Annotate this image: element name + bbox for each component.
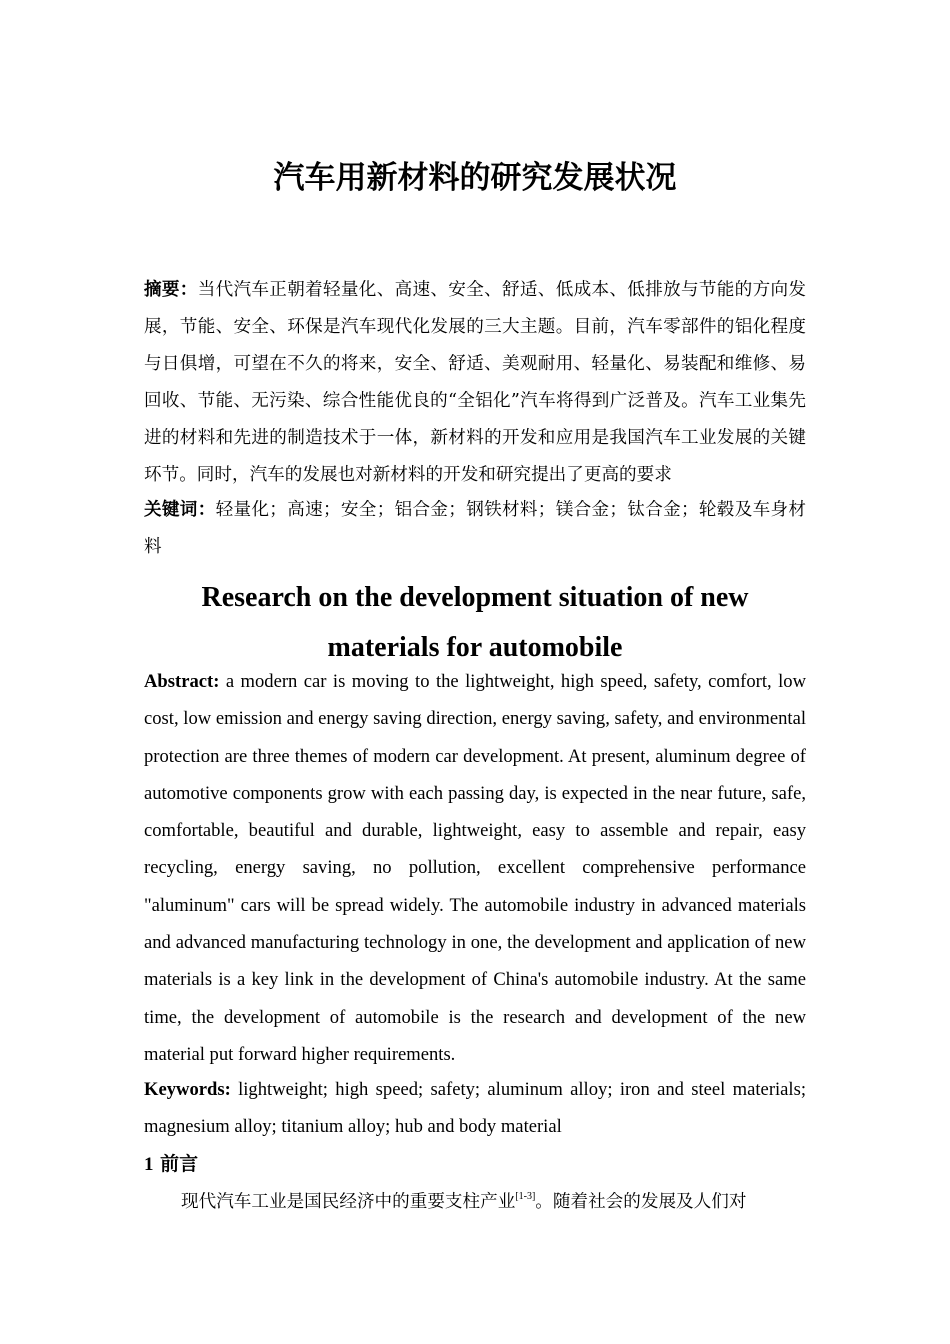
english-keywords	[144, 1071, 806, 1146]
chinese-abstract-label: 摘要：	[144, 280, 198, 300]
section-title: 前言	[160, 1153, 199, 1175]
chinese-abstract	[144, 272, 806, 494]
english-title-line2: materials for automobile	[327, 632, 623, 663]
section-number: 1	[144, 1154, 154, 1175]
english-title-line1: Research on the development situation of new	[201, 582, 749, 613]
chinese-keywords-text: 轻量化；高速；安全；铝合金；钢铁材料；镁合金；钛合金；轮毂及车身材料	[144, 500, 806, 557]
chinese-title: 汽车用新材料的研究发展状况	[273, 160, 677, 196]
english-abstract	[144, 663, 806, 1073]
english-abstract-text: a modern car is moving to the lightweight, high speed, safety, comfort, low cost, low emission and energy saving direction, energy saving, safety, and environmental protection are three themes of modern car development. At present, aluminum degree of automotive components grow with each passing day, is expected in the near future, safe, comfortable, beautiful and durable, lightweight, easy to assemble and repair, easy recycling, energy saving, no pollution, excellent comprehensive performance "aluminum" cars will be spread widely. The automobile industry in advanced materials and advanced manufacturing technology in one, the development and application of new materials is a key link in the development of China's automobile industry. At the same time, the development of automobile is the research and development of the new material put forward higher requirements.	[144, 671, 806, 1065]
citation-reference: [1-3]	[515, 1191, 536, 1202]
intro-text-after: 。随着社会的发展及人们对	[535, 1192, 747, 1212]
section-heading	[144, 1148, 806, 1181]
english-keywords-label: Keywords:	[144, 1079, 231, 1100]
english-keywords-text: lightweight; high speed; safety; aluminum alloy; iron and steel materials; magnesium alloy; titanium alloy; hub and body material	[144, 1079, 806, 1138]
chinese-keywords-label: 关键词：	[144, 500, 216, 520]
english-abstract-label: Abstract:	[144, 671, 220, 692]
intro-text-before: 现代汽车工业是国民经济中的重要支柱产业	[181, 1192, 516, 1212]
intro-paragraph	[144, 1184, 806, 1221]
chinese-keywords	[144, 492, 806, 566]
english-title	[144, 573, 806, 673]
chinese-abstract-text: 当代汽车正朝着轻量化、高速、安全、舒适、低成本、低排放与节能的方向发展，节能、安全、环保是汽车现代化发展的三大主题。目前，汽车零部件的铝化程度与日俱增，可望在不久的将来，安全、舒适、美观耐用、轻量化、易装配和维修、易回收、节能、无污染、综合性能优良的“全铝化”汽车将得到广泛普及。汽车工业集先进的材料和先进的制造技术于一体，新材料的开发和应用是我国汽车工业发展的关键环节。同时，汽车的发展也对新材料的开发和研究提出了更高的要求	[144, 280, 806, 485]
